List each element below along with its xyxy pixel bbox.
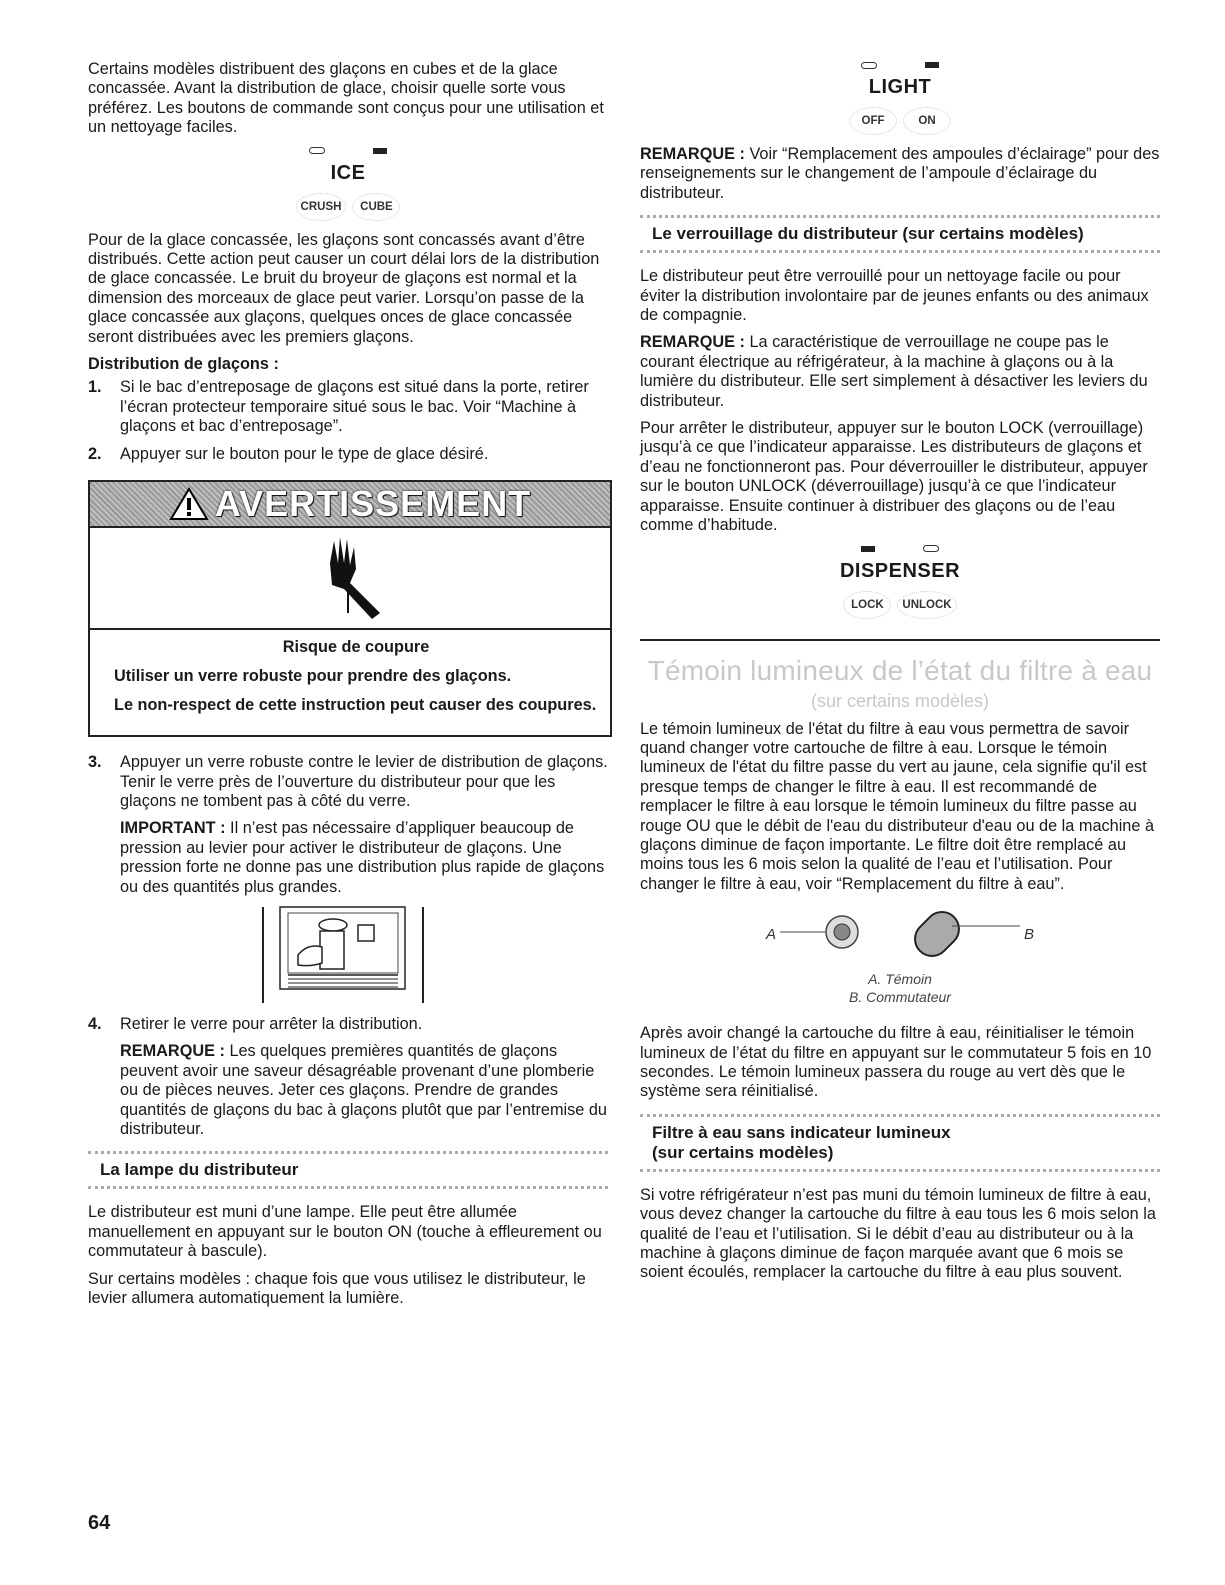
remarque-label: REMARQUE : — [640, 145, 745, 163]
no-indicator-heading-line-1: Filtre à eau sans indicateur lumineux — [652, 1122, 951, 1142]
indicator-on-icon — [925, 62, 939, 68]
glass-dispenser-illustration — [258, 905, 438, 1005]
warning-header — [90, 482, 610, 528]
lock-paragraph-1: Le distributeur peut être verrouillé pour un nettoyage facile ou pour éviter la distribution involontaire par de jeunes enfants ou des animaux de compagnie. — [640, 267, 1149, 325]
left-column — [88, 60, 608, 1316]
caption-b: B. Commutateur — [849, 989, 951, 1006]
remarque-label: REMARQUE : — [120, 1042, 225, 1061]
step-3-text: Appuyer un verre robuste contre le levier de distribution de glaçons. Tenir le verre près de l’ouverture du distributeur pour que les glaçons ne tombent pas à côté du verre. — [120, 753, 608, 810]
dispenser-control-panel — [640, 544, 1160, 619]
filter-title: Témoin lumineux de l’état du filtre à eau — [647, 654, 1153, 686]
step-2 — [88, 445, 608, 464]
hand-cut-icon — [310, 533, 390, 623]
no-indicator-heading — [640, 1114, 1160, 1172]
remarque-text: Les quelques premières quantités de glaçons peuvent avoir une saveur désagréable provenant d’une plomberie ou de pièces neuves. Jeter ces glaçons. Prendre de grandes quantités de glaçons du bac à glaçons plutôt que par l’entremise du distributeur. — [120, 1042, 607, 1138]
lock-paragraph-3: Pour arrêter le distributeur, appuyer sur le bouton LOCK (verrouillage) jusqu’à ce que l’indicateur apparaisse. Les distributeurs de glaçons et d’eau ne fonctionneront pas. Pour déverrouiller le distributeur, appuyer sur le bouton UNLOCK (déverrouillage) jusqu’à ce que l’indicateur apparaisse. Ensuite continuer à distribuer des glaçons ou de l’eau comme d’habitude. — [640, 419, 1148, 535]
warning-line-1: Utiliser un verre robuste pour prendre des glaçons. — [114, 667, 512, 686]
right-column — [640, 60, 1160, 1291]
important-label: IMPORTANT : — [120, 819, 226, 838]
warning-line-2: Le non-respect de cette instruction peut causer des coupures. — [114, 696, 597, 715]
figure-caption — [640, 970, 1160, 1006]
important-text: Il n’est pas nécessaire d’appliquer beaucoup de pression au levier pour activer le distributeur de glaçons. Une pression forte ne donne pas une distribution plus rapide de glaçons ou des quantités plus grandes. — [120, 819, 605, 896]
filter-paragraph-2: Après avoir changé la cartouche du filtre à eau, réinitialiser le témoin lumineux de l’état du filtre en appuyant sur le commutateur 5 fois en 10 secondes. Le témoin lumineux passera du rouge au vert dès que le système sera réinitialisé. — [640, 1024, 1152, 1101]
warning-box — [88, 480, 612, 737]
filter-indicator-figure — [640, 904, 1160, 964]
warning-header-text: AVERTISSEMENT — [214, 483, 532, 525]
warning-risk: Risque de coupure — [282, 638, 430, 657]
step-3-number: 3. — [88, 753, 102, 772]
step-4-text: Retirer le verre pour arrêter la distribution. — [120, 1014, 423, 1033]
indicator-off-icon — [923, 545, 939, 552]
indicator-off-icon — [309, 147, 325, 154]
unlock-button: UNLOCK — [897, 591, 956, 619]
no-indicator-paragraph: Si votre réfrigérateur n’est pas muni du témoin lumineux de filtre à eau, vous devez changer la cartouche du filtre à eau tous les 6 mois selon la qualité de l’eau et l’utilisation. Si le débit d’eau au distributeur ou à la machine à glaçons diminue de façon marquée avant que 6 mois se soient écoulés, remplacer la cartouche du filtre à eau plus souvent. — [640, 1185, 1156, 1282]
crush-button: CRUSH — [296, 193, 347, 221]
ice-panel-title: ICE — [330, 161, 366, 184]
off-button: OFF — [849, 107, 897, 135]
lamp-section-heading: La lampe du distributeur — [88, 1151, 608, 1189]
indicator-off-icon — [861, 62, 877, 69]
indicator-on-icon — [373, 148, 387, 154]
light-remarque-text: Voir “Remplacement des ampoules d’éclairage” pour des renseignements sur le changement de l’ampoule d’éclairage du distributeur. — [640, 145, 1160, 202]
filter-subtitle: (sur certains modèles) — [810, 690, 990, 711]
intro-paragraph: Certains modèles distribuent des glaçons en cubes et de la glace concassée. Avant la distribution de glace, choisir quelle sorte vous préférez. Les boutons de commande sont conçus pour une utilisation et un nettoyage faciles. — [88, 60, 604, 137]
lamp-paragraph-2: Sur certains modèles : chaque fois que vous utilisez le distributeur, le levier allumera automatiquement la lumière. — [88, 1269, 586, 1307]
step-2-text: Appuyer sur le bouton pour le type de glace désiré. — [120, 444, 489, 463]
caption-a: A. Témoin — [868, 971, 932, 988]
step-4 — [88, 1015, 608, 1034]
ice-control-panel — [88, 146, 608, 221]
step-1-text: Si le bac d’entreposage de glaçons est situé dans la porte, retirer l’écran protecteur temporaire situé sous le bac. Voir “Machine à glaçons et bac d’entreposage”. — [120, 378, 589, 436]
cube-button: CUBE — [352, 193, 400, 221]
light-panel-title: LIGHT — [868, 76, 932, 98]
cut-hazard-area — [90, 528, 610, 630]
warning-triangle-icon — [169, 487, 209, 521]
step-1 — [88, 378, 608, 436]
lock-remarque — [640, 333, 1160, 411]
on-button: ON — [903, 107, 951, 135]
filter-paragraph-1: Le témoin lumineux de l'état du filtre à eau vous permettra de savoir quand changer votre cartouche de filtre à eau. Lorsque le témoin lumineux de l'état du filtre passe du vert au jaune, cela signifie qu'il est presque temps de changer le filtre à eau. Il est recommandé de remplacer le filtre à eau lorsque le témoin lumineux du filtre passe au rouge OU que le débit de l'eau du distributeur d'eau ou de la machine à glaçons diminue de façon importante. Le filtre doit être remplacé au moins tous les 6 mois selon la qualité de l’eau et l’utilisation. Pour changer le filtre à eau, voir “Remplacement du filtre à eau”. — [640, 719, 1154, 893]
dispenser-figure — [88, 905, 608, 1005]
important-note — [88, 819, 608, 897]
filter-status-section-title — [640, 639, 1160, 712]
lamp-paragraph-1: Le distributeur est muni d’une lampe. Elle peut être allumée manuellement en appuyant sur le bouton ON (touche à effleurement ou commutateur à bascule). — [88, 1203, 602, 1261]
step-4-number: 4. — [88, 1014, 102, 1033]
filter-indicator-illustration — [780, 904, 1020, 964]
step-4-remarque — [88, 1042, 608, 1139]
light-remarque — [640, 145, 1160, 203]
step-1-number: 1. — [88, 378, 102, 397]
crushed-ice-paragraph: Pour de la glace concassée, les glaçons sont concassés avant d’être distribués. Cette action peut causer un court délai lors de la distribution de glace concassée. Le bruit du broyeur de glaçons est normal et la dimension des morceaux de glace peut varier. Lorsqu’on passe de la glace concassée aux glaçons, quelques onces de glace concassée seront distribuées avec les premiers glaçons. — [88, 230, 600, 346]
indicator-on-icon — [861, 546, 875, 552]
lock-section-heading: Le verrouillage du distributeur (sur certains modèles) — [640, 215, 1160, 253]
light-control-panel — [640, 60, 1160, 135]
label-b: B — [1024, 925, 1035, 943]
no-indicator-heading-line-2: (sur certains modèles) — [652, 1142, 834, 1162]
lock-remarque-text: La caractéristique de verrouillage ne coupe pas le courant électrique au réfrigérateur, à la machine à glaçons ou à la lumière du distributeur. Elle sert simplement à désactiver les leviers du distributeur. — [640, 333, 1148, 410]
remarque-label: REMARQUE : — [640, 333, 745, 352]
page-number: 64 — [88, 1512, 111, 1534]
dispenser-panel-title: DISPENSER — [839, 559, 961, 582]
step-3 — [88, 753, 608, 811]
step-2-number: 2. — [88, 444, 102, 463]
distribution-heading: Distribution de glaçons : — [88, 355, 279, 374]
lock-button: LOCK — [843, 591, 891, 619]
label-a: A — [765, 925, 776, 943]
